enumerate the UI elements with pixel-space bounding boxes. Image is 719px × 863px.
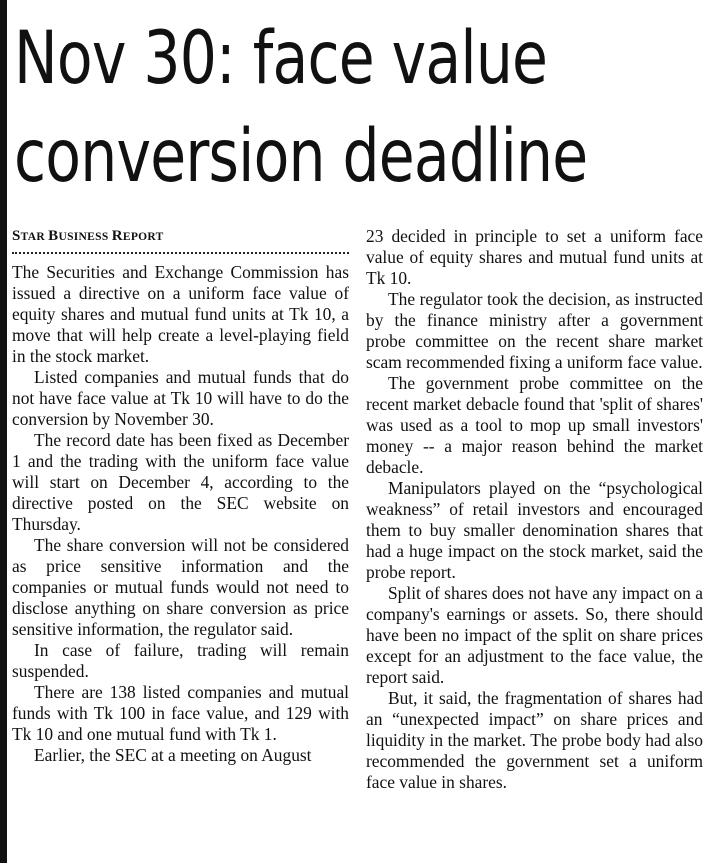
- byline-s1: S: [12, 228, 21, 244]
- article-column-left: [12, 226, 349, 766]
- paragraph: There are 138 listed companies and mutual funds with Tk 100 in face value, and 129 with Tk 10 and one mutual fund with Tk 1.: [12, 682, 349, 744]
- byline-r3: EPORT: [122, 231, 164, 243]
- headline-line-1: Nov 30: face value: [14, 16, 548, 101]
- headline: [14, 10, 588, 206]
- byline-r2: USINESS: [58, 231, 112, 243]
- paragraph: Manipulators played on the “psychological weakness” of retail investors and encouraged them to buy smaller denomination shares that had a huge impact on the stock market, said the probe report.: [366, 478, 703, 582]
- paragraph: Listed companies and mutual funds that do not have face value at Tk 10 will have to do the conversion by November 30.: [12, 367, 349, 429]
- paragraph: The regulator took the decision, as instructed by the finance ministry after a government probe committee on the recent share market scam recommended fixing a uniform face value.: [366, 289, 703, 372]
- paragraph: The government probe committee on the recent market debacle found that 'split of shares' was used as a tool to mop up small investors' money -- a major reason behind the market debacle.: [366, 373, 703, 477]
- paragraph: Split of shares does not have any impact on a company's earnings or assets. So, there should have been no impact of the split on share prices except for an adjustment to the face value, the report said.: [366, 583, 703, 687]
- byline-s2: B: [48, 228, 59, 244]
- left-margin-rule: [0, 0, 7, 863]
- paragraph: The share conversion will not be considered as price sensitive information and the companies or mutual funds would not need to disclose anything on share conversion as price sensitive information, the regulator said.: [12, 535, 349, 639]
- article-column-right: [366, 226, 703, 793]
- paragraph: The Securities and Exchange Commission has issued a directive on a uniform face value of equity shares and mutual fund units at Tk 10, a move that will help create a level-playing field in the stock market.: [12, 262, 349, 366]
- paragraph: The record date has been fixed as December 1 and the trading with the uniform face value will start on December 4, according to the directive posted on the SEC website on Thursday.: [12, 430, 349, 534]
- paragraph: But, it said, the fragmentation of shares had an “unexpected impact” on share prices and liquidity in the market. The probe body had also recommended the government set a uniform face value in shares.: [366, 688, 703, 792]
- byline: [12, 226, 349, 254]
- paragraph: 23 decided in principle to set a uniform face value of equity shares and mutual fund units at Tk 10.: [366, 226, 703, 288]
- byline-s3: R: [111, 228, 123, 244]
- headline-line-2: conversion deadline: [14, 114, 588, 199]
- byline-r1: TAR: [20, 231, 49, 243]
- paragraph: In case of failure, trading will remain suspended.: [12, 640, 349, 681]
- paragraph: Earlier, the SEC at a meeting on August: [34, 745, 312, 765]
